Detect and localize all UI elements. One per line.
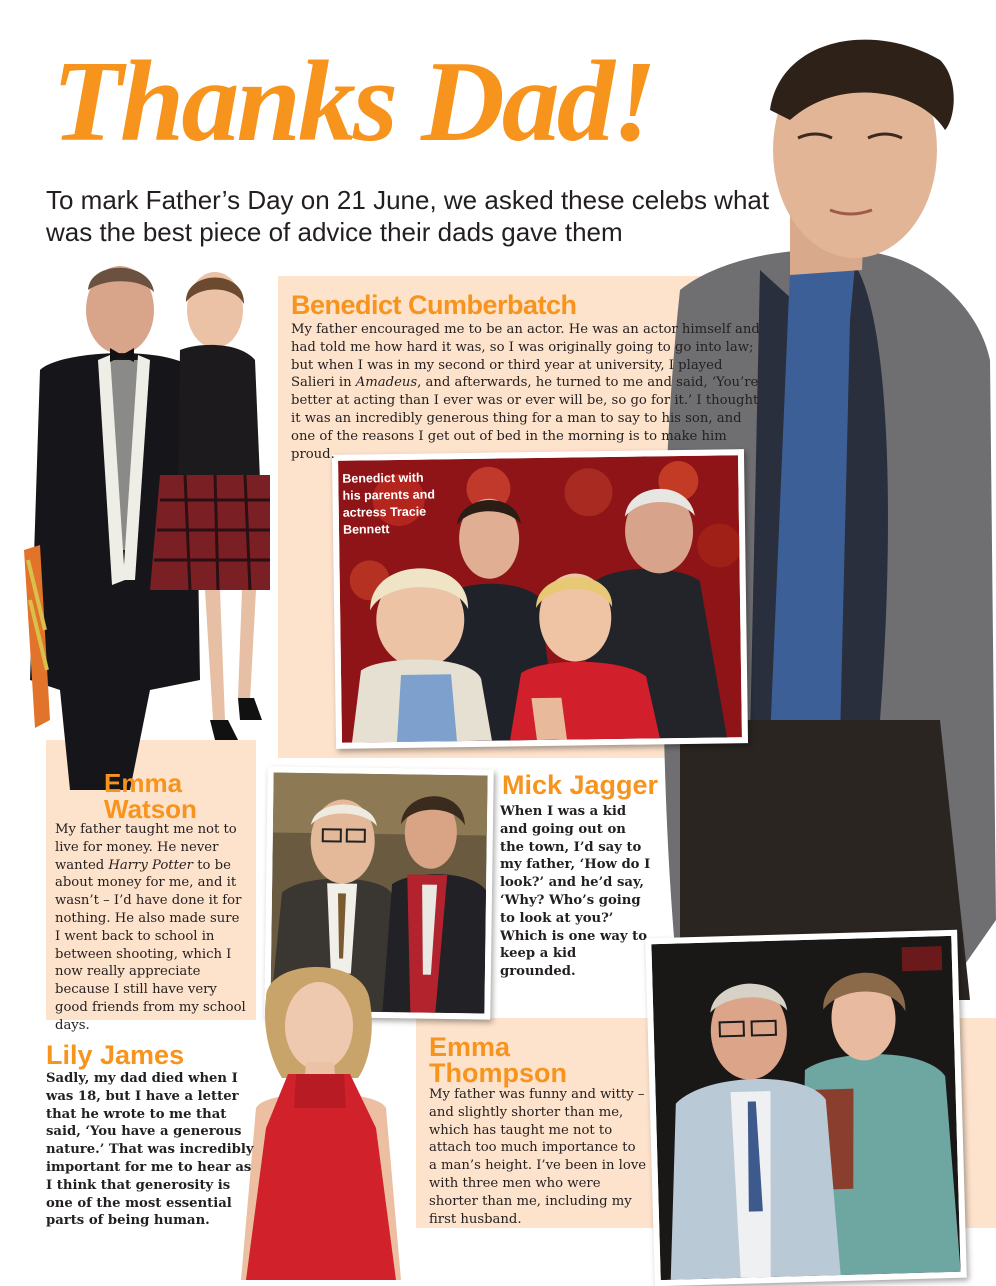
benedict-quote-b: , and afterwards, he turned to me and said, ‘You’re better at acting than I ever was or ever will be, so go for it.’ I thought it was an incredibly generous thing for a man to say to his son, and one of the reasons I get out of bed in the morning is to make him proud.: [291, 375, 759, 462]
benedict-name: Benedict Cumberbatch: [291, 290, 577, 320]
benedict-family-photo: [332, 449, 748, 749]
benedict-quote: [291, 321, 761, 463]
headline: Thanks Dad!: [52, 38, 654, 166]
emma-watson-quote-b: to be about money for me, and it wasn’t – I’d have done it for nothing. He also made sure I went back to school in between shooting, which I now really appreciate because I still have very good friends from my school days.: [55, 857, 246, 1033]
mick-jagger-quote: When I was a kid and going out on the town, I’d say to my father, ‘How do I look?’ and he’d say, ‘Why? Who’s going to look at you?’ Which is one way to keep a kid grounded.: [500, 804, 651, 980]
benedict-quote-italic: Amadeus: [355, 375, 418, 391]
emma-watson-name-line2: Watson: [104, 794, 197, 824]
emma-watson-quote-a: My father taught me not to live for money. He never wanted: [55, 822, 237, 873]
lily-james-quote: Sadly, my dad died when I was 18, but I have a letter that he wrote to me that said, ‘You have a generous nature.’ That was incredibly important for me to hear as I think that generosity is one of the most essential parts of being human.: [46, 1071, 254, 1229]
benedict-quote-a: My father encouraged me to be an actor. He was an actor himself and had told me how hard it was, so I was originally going to go into law; but when I was in my second or third year at university, I played Salieri in: [291, 322, 760, 391]
emma-thompson-photo: [645, 930, 967, 1286]
emma-thompson-quote: My father was funny and witty – and slightly shorter than me, which has taught me not to attach too much importance to a man’s height. I’ve been in love with three men who were shorter than me, including my first husband.: [429, 1087, 647, 1227]
benedict-photo-caption: Benedict with his parents and actress Tracie Bennett: [342, 470, 436, 537]
emma-thompson-name-line1: Emma: [429, 1032, 511, 1062]
emma-watson-quote: [55, 821, 247, 1035]
lily-james-name: Lily James: [46, 1040, 185, 1070]
emma-watson-photo: [10, 250, 270, 810]
emma-thompson-name-line2: Thompson: [429, 1058, 567, 1088]
emma-watson-quote-italic: Harry Potter: [108, 857, 193, 873]
standfirst: To mark Father’s Day on 21 June, we asked these celebs what was the best piece of advice their dads gave them: [46, 185, 770, 247]
emma-watson-name-line1: Emma: [104, 768, 183, 798]
mick-jagger-name: Mick Jagger: [502, 770, 659, 800]
